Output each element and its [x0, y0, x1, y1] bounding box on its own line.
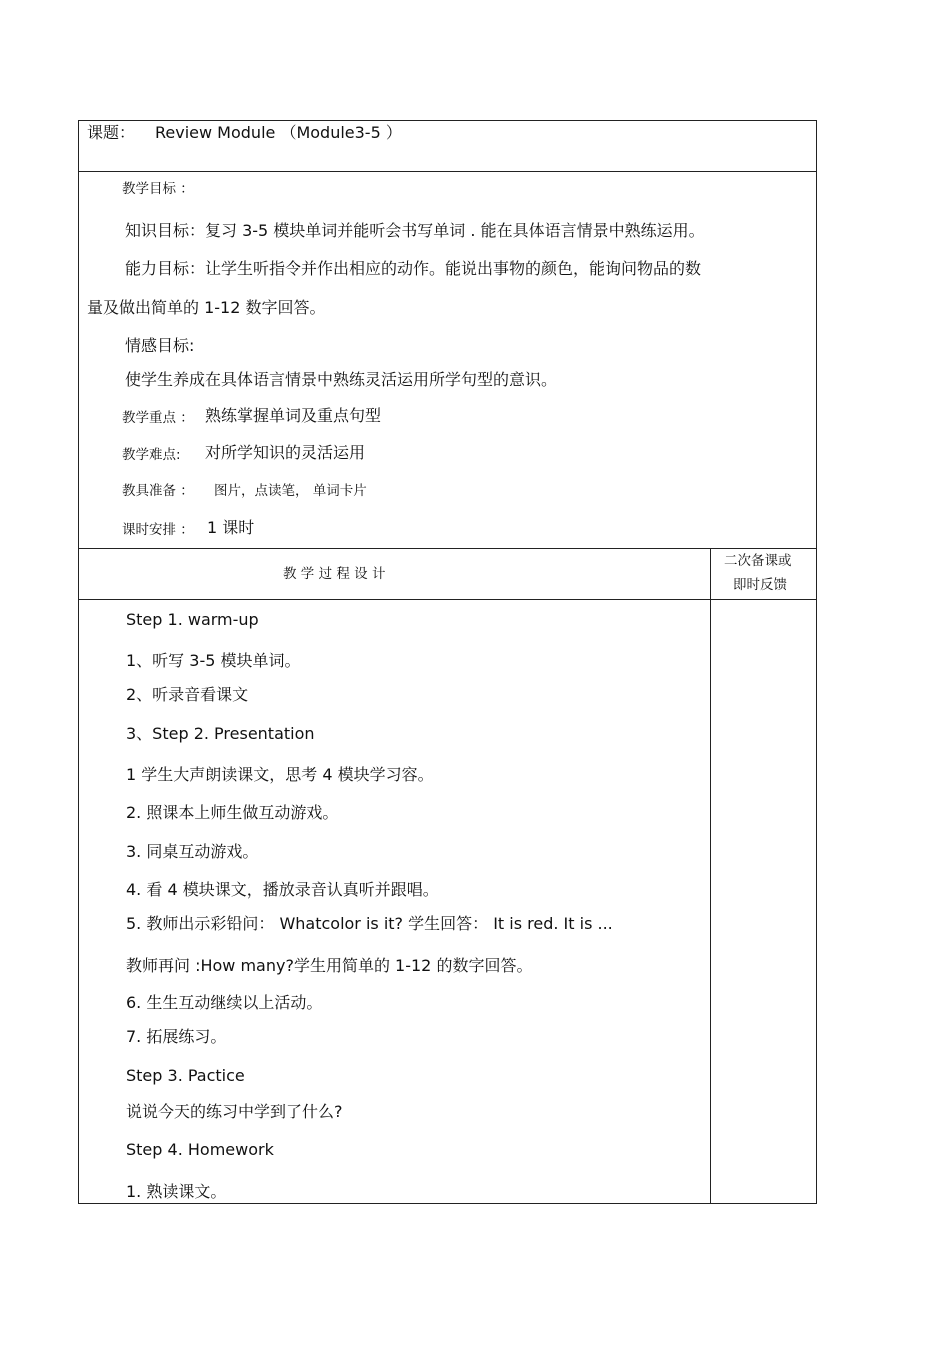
title-row — [78, 120, 817, 172]
process-line: 2、听录音看课文 — [126, 685, 249, 704]
knowledge-objective: 知识目标：复习 3-5 模块单词并能听会书写单词 . 能在具体语言情景中熟练运用。 — [125, 221, 705, 240]
process-line: 1 学生大声朗读课文，思考 4 模块学习容。 — [126, 765, 434, 784]
objectives-section — [78, 171, 817, 549]
process-line: 6. 生生互动继续以上活动。 — [126, 993, 323, 1012]
process-line: 3、Step 2. Presentation — [126, 724, 315, 743]
time-label: 课时安排 ： — [122, 522, 194, 538]
ability-objective-line1: 能力目标：让学生听指令并作出相应的动作。能说出事物的颜色，能询问物品的数 — [125, 259, 702, 278]
title-label: 课题： — [87, 123, 136, 142]
tools-value: 图片，点读笔， 单词卡片 — [214, 483, 367, 499]
tools-label: 教具准备 ： — [122, 483, 194, 499]
column-divider — [710, 600, 711, 1203]
process-line: Step 4. Homework — [126, 1140, 274, 1159]
time-value: 1 课时 — [207, 518, 255, 537]
emotion-objective: 使学生养成在具体语言情景中熟练灵活运用所学句型的意识。 — [125, 370, 558, 389]
column-divider — [710, 549, 711, 599]
process-line: 1. 熟读课文。 — [126, 1182, 227, 1201]
process-line: 5. 教师出示彩铅问： Whatcolor is it? 学生回答： It is red. It is ... — [126, 914, 613, 933]
process-body — [78, 599, 817, 1204]
process-line: Step 1. warm-up — [126, 610, 259, 629]
process-line: 7. 拓展练习。 — [126, 1027, 227, 1046]
process-line: 教师再问 :How many?学生用简单的 1-12 的数字回答。 — [126, 956, 533, 975]
key-point-label: 教学重点 ： — [122, 410, 194, 426]
process-line: Step 3. Pactice — [126, 1066, 245, 1085]
ability-objective-line2: 量及做出简单的 1-12 数字回答。 — [87, 298, 326, 317]
process-header-row — [78, 548, 817, 600]
feedback-header-line1: 二次备课或 — [724, 553, 792, 569]
process-line: 1、听写 3-5 模块单词。 — [126, 651, 301, 670]
emotion-heading: 情感目标: — [125, 336, 195, 355]
process-line: 说说今天的练习中学到了什么? — [126, 1102, 343, 1121]
process-line: 2. 照课本上师生做互动游戏。 — [126, 803, 339, 822]
process-line: 4. 看 4 模块课文，播放录音认真听并跟唱。 — [126, 880, 439, 899]
key-point-value: 熟练掌握单词及重点句型 — [205, 406, 382, 425]
difficult-point-label: 教学难点: — [122, 447, 181, 463]
design-header: 教 学 过 程 设 计 — [283, 566, 386, 582]
process-line: 3. 同桌互动游戏。 — [126, 842, 259, 861]
title-value: Review Module （Module3-5 ） — [155, 123, 402, 142]
objectives-heading: 教学目标 ： — [122, 181, 194, 197]
feedback-header-line2: 即时反馈 — [733, 577, 787, 593]
difficult-point-value: 对所学知识的灵活运用 — [205, 443, 366, 462]
